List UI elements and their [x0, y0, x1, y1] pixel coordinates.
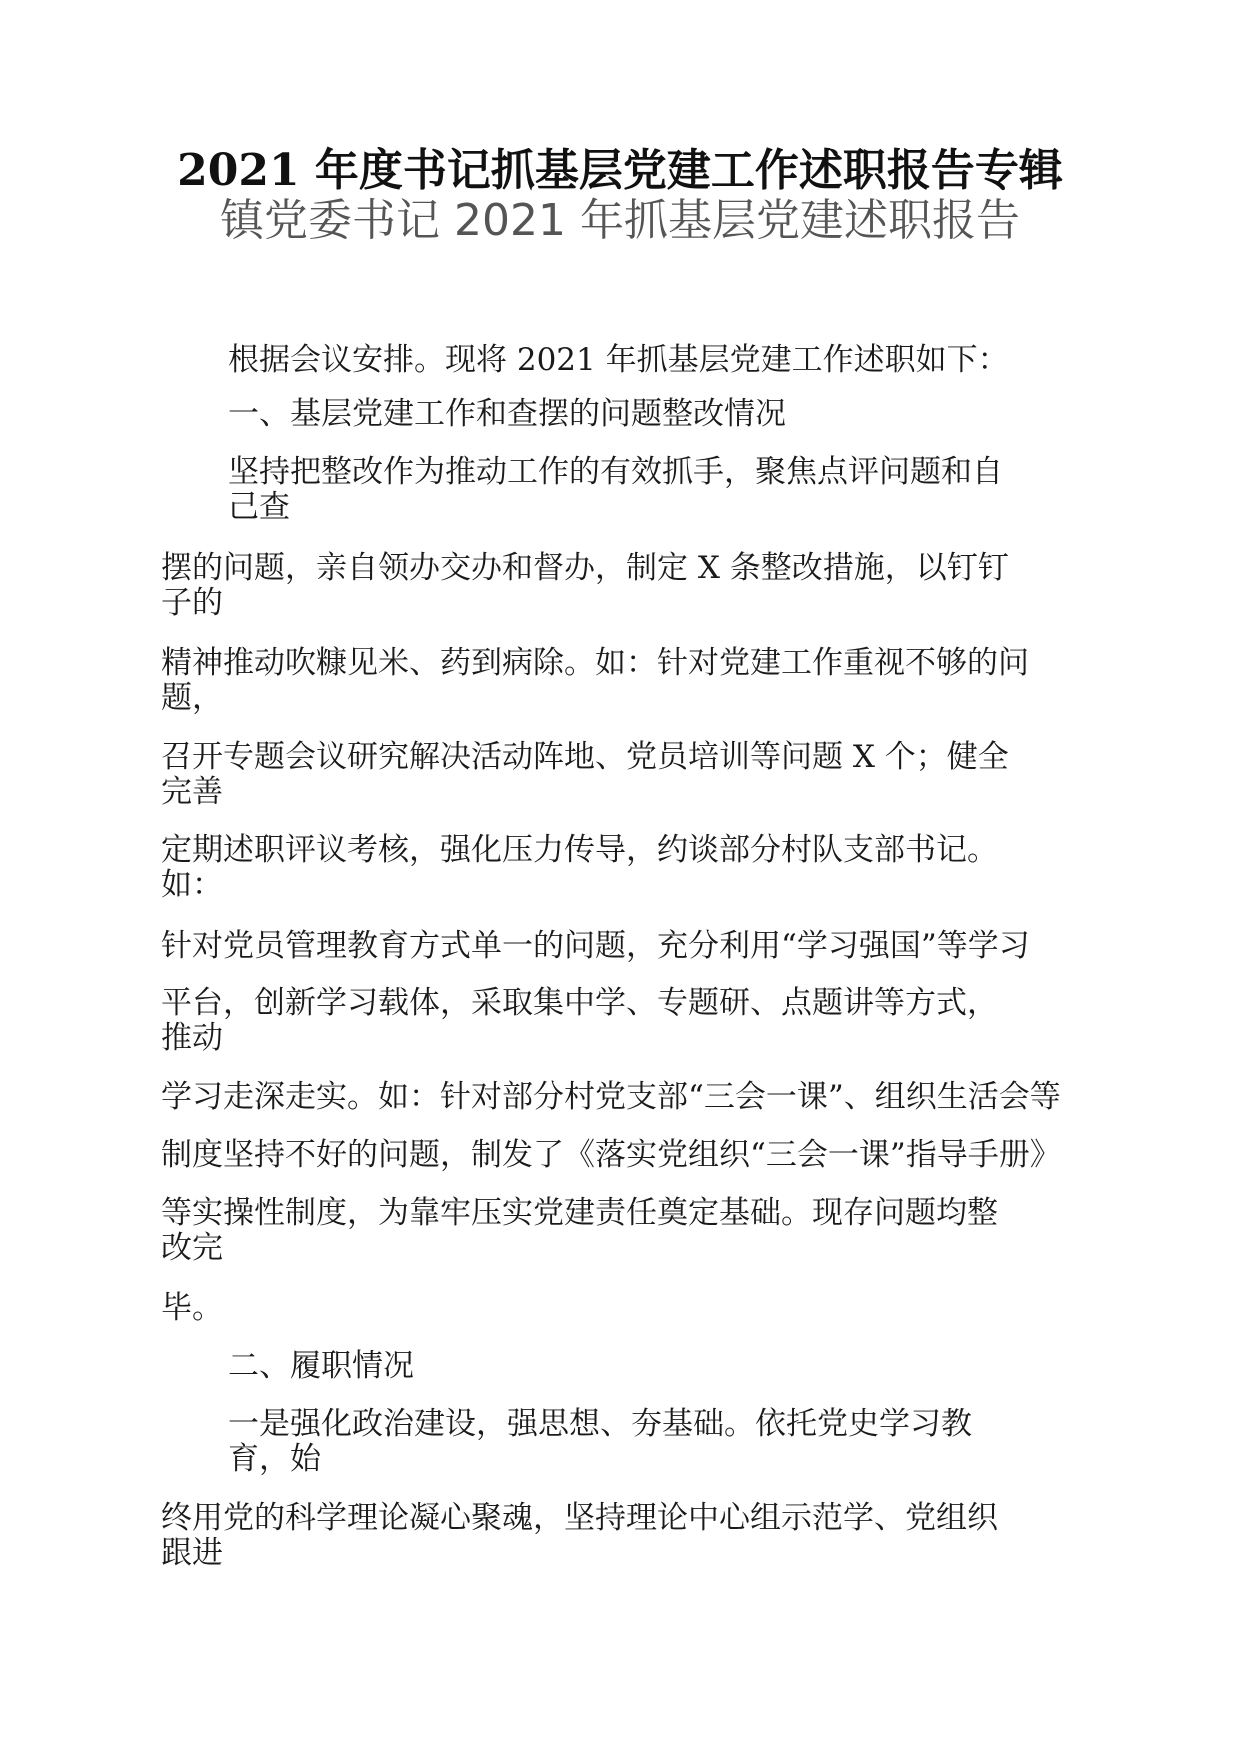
section-heading: 二、履职情况: [228, 1348, 414, 1384]
text-line: 一是强化政治建设，强思想、夯基础。依托党史学习教: [228, 1406, 972, 1442]
text-line: 制度坚持不好的问题，制发了《落实党组织“三会一课”指导手册》: [161, 1137, 1061, 1173]
text-line: 针对党员管理教育方式单一的问题，充分利用“学习强国”等学习: [161, 928, 1030, 964]
document-subtitle: 镇党委书记 2021 年抓基层党建述职报告: [220, 195, 1020, 246]
text-line: 平台，创新学习载体，采取集中学、专题研、点题讲等方式，: [161, 985, 998, 1021]
text-line: 定期述职评议考核，强化压力传导，约谈部分村队支部书记。: [161, 832, 998, 868]
text-line: 精神推动吹糠见米、药到病除。如：针对党建工作重视不够的问: [161, 645, 1029, 681]
text-line: 坚持把整改作为推动工作的有效抓手，聚焦点评问题和自: [228, 454, 1003, 490]
text-line: 跟进: [161, 1535, 223, 1571]
text-line: 题，: [161, 680, 223, 716]
text-line: 摆的问题，亲自领办交办和督办，制定 X 条整改措施，以钉钉: [161, 550, 1009, 586]
document-title: 2021 年度书记抓基层党建工作述职报告专辑: [177, 145, 1063, 196]
text-line: 如：: [161, 867, 223, 903]
text-line: 育，始: [228, 1441, 321, 1477]
text-line: 推动: [161, 1020, 223, 1056]
text-line: 学习走深走实。如：针对部分村党支部“三会一课”、组织生活会等: [161, 1079, 1061, 1115]
text-line: 毕。: [161, 1290, 223, 1326]
text-line: 改完: [161, 1230, 223, 1266]
text-line: 根据会议安排。现将 2021 年抓基层党建工作述职如下：: [228, 342, 1009, 378]
text-line: 己查: [228, 489, 290, 525]
text-line: 等实操性制度，为靠牢压实党建责任奠定基础。现存问题均整: [161, 1195, 998, 1231]
text-line: 召开专题会议研究解决活动阵地、党员培训等问题 X 个；健全: [161, 739, 1009, 775]
text-line: 终用党的科学理论凝心聚魂，坚持理论中心组示范学、党组织: [161, 1500, 998, 1536]
text-line: 完善: [161, 774, 223, 810]
text-line: 子的: [161, 585, 223, 621]
section-heading: 一、基层党建工作和查摆的问题整改情况: [228, 396, 786, 432]
